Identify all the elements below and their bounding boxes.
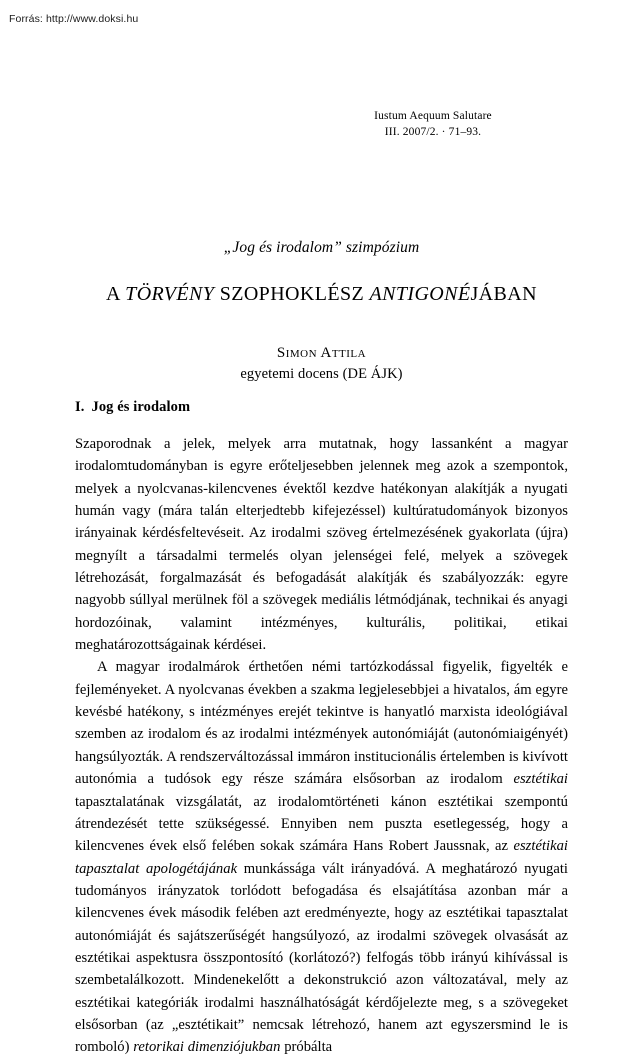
title-block (75, 238, 568, 384)
page-title (75, 281, 568, 307)
title-run: SZOPHOKLÉSZ (214, 283, 370, 305)
journal-issue: III. 2007/2. · 71–93. (384, 126, 482, 138)
title-run: TÖRVÉNY (125, 283, 215, 305)
title-run: JÁBAN (470, 283, 537, 305)
journal-name: Iustum Aequum Salutare (374, 110, 492, 122)
body-paragraph (75, 433, 568, 656)
emphasis-run: esztétikai tapasztalat apologétájának (75, 838, 568, 877)
text-run: A magyar irodalmárok érthetően némi tartózkodással figyelik, figyelték e fejleményeket. A nyolcvanas években a szakma legjelesebbjei a hivatalos, ám egyre kevésbé hatékony, s intézményes erejét tekintve is hanyatló marxista ideológiával szemben az irodalom és az irodalmi intézmények autonómiáját (autonómiaigényét) hangsúlyozták. A rendszerváltozással immáron institucionális értelemben is kivívott autonómia a tudósok egy része számára elsősorban az irodalom (75, 659, 568, 788)
symposium-subtitle: „Jog és irodalom” szimpózium (223, 239, 420, 256)
text-run: munkássága vált irányadóvá. A meghatározó nyugati tudományos irányzatok torlódott befogadása és elsajátítása azonban már a kilencvenes évek második felében azt eredményezte, hogy az esztétikai tapasztalat autonómiáját és sajátszerűségét hangsúlyozó, az irodalmi szövegek olvasását az esztétikai aspektusra összpontosító (korlátozó?) felfogás több irányú kihívással is szembetalálkozott. Mindenekelőtt a dekonstrukció azon változatával, mely az esztétikai kategóriák irodalmi használhatóságát kérdőjelezte meg, s a szövegeket elsősorban (az „esztétikait” nemcsak létrehozó, hanem azt egyszersmind le is romboló) (75, 860, 569, 1056)
body-text (75, 398, 568, 1059)
section-title: Jog és irodalom (91, 399, 191, 415)
title-run: ANTIGONÉ (369, 283, 471, 305)
body-paragraph (75, 656, 568, 1058)
text-run: próbálta (280, 1039, 333, 1056)
author-affiliation: egyetemi docens (DE ÁJK) (240, 366, 403, 382)
section-number: I. (75, 399, 85, 415)
title-run: A (106, 283, 126, 305)
text-run: tapasztalatának vizsgálatát, az irodalomtörténeti kánon esztétikai szempontú átrendezését tette szükségessé. Ennyiben nem puszta esetlegesség, hogy a kilencvenes évek első felében sokak számára Hans Robert Jaussnak, az (75, 793, 568, 855)
emphasis-run: esztétikai (513, 771, 568, 788)
source-watermark: Forrás: http://www.doksi.hu (9, 13, 139, 25)
section-heading (75, 398, 568, 417)
document-page (75, 0, 569, 1056)
journal-citation (298, 108, 568, 140)
text-run: Szaporodnak a jelek, melyek arra mutatnak, hogy lassanként a magyar irodalomtudományban is egyre erőteljesebben jelennek meg azok a szempontok, melyek a nyolcvanas-kilencvenes évektől kezdve hatékonyan alakítják a nyugati humán vagy (mára talán elterjedtebb kifejezéssel) kultúratudományok bizonyos irányainak kérdésfeltevéseit. Az irodalmi szöveg értelmezésének gyakorlata (újra) megnyílt a társadalmi termelés olyan jelenségei felé, melyek a szövegek létrehozását, forgalmazását és befogadását alakítják és szabályozzák: egyre nagyobb súllyal merülnek föl a szövegek mediális létmódjának, technikai és anyagi hordozóinak, valamint intézményes, kulturális, politikai, etikai meghatározottságainak kérdései. (75, 436, 568, 654)
paragraph-container (75, 433, 568, 1059)
emphasis-run: retorikai dimenziójukban (133, 1039, 281, 1056)
author-name: Simon Attila (276, 345, 367, 361)
